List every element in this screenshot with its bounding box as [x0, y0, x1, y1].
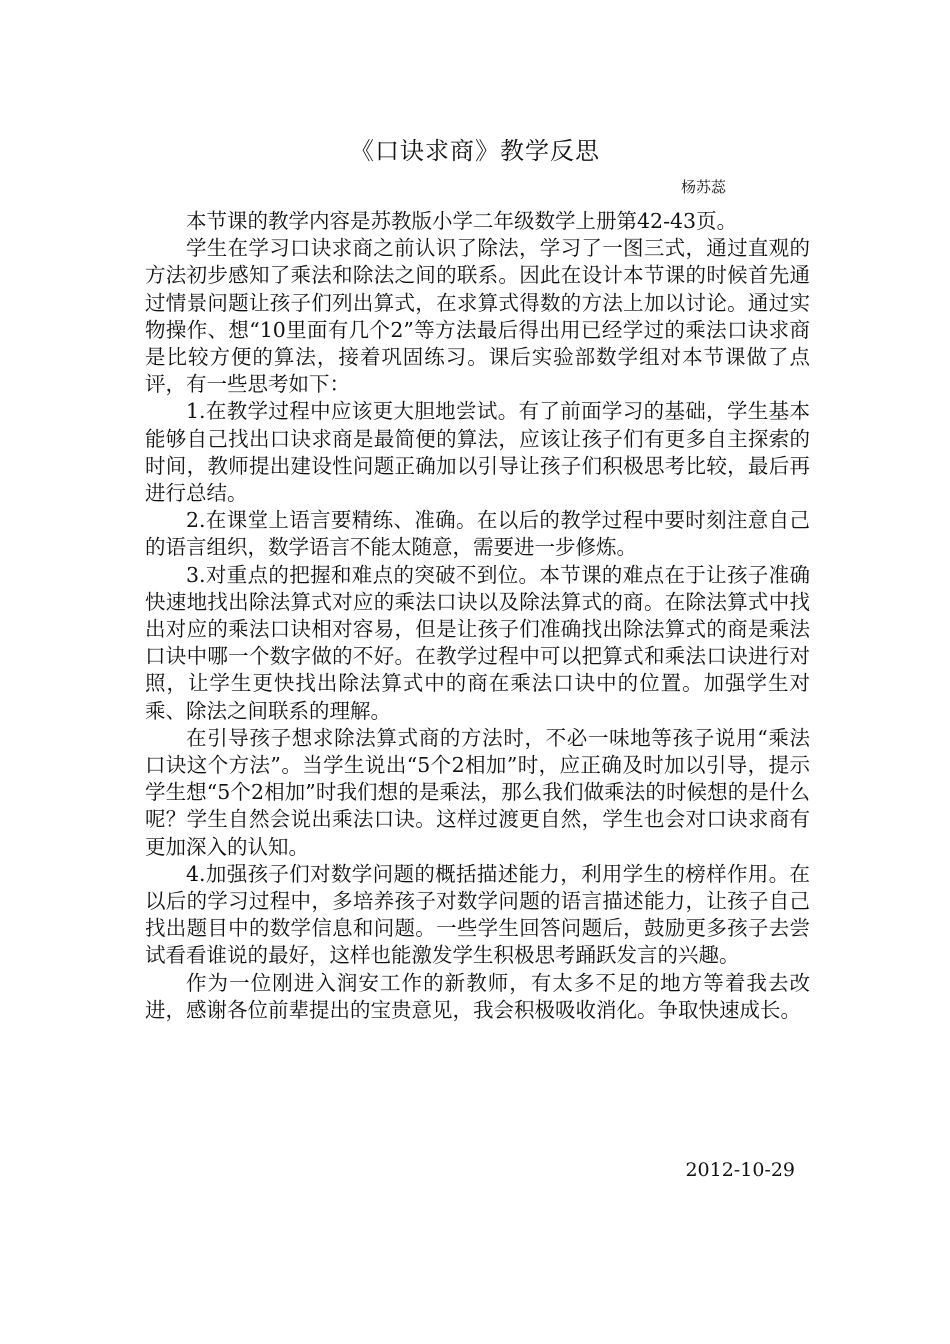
paragraph-intro: 本节课的教学内容是苏教版小学二年级数学上册第42-43页。 [186, 209, 738, 233]
paragraph-guidance: 在引导孩子想求除法算式商的方法时，不必一味地等孩子说用“乘法口诀这个方法”。当学生说出“5个2相加”时，应正确及时加以引导，提示学生想“5个2相加”时我们想的是乘法，那么我们做乘法的时候想的是什么呢？学生自然会说出乘法口诀。这样过渡更自然，学生也会对口诀求商有更加深入的认知。 [145, 725, 810, 859]
paragraph-background: 学生在学习口诀求商之前认识了除法，学习了一图三式，通过直观的方法初步感知了乘法和除法之间的联系。因此在设计本节课的时候首先通过情景问题让孩子们列出算式，在求算式得数的方法上加以讨论。通过实物操作、想“10里面有几个2”等方法最后得出用已经学过的乘法口诀求商是比较方便的算法，接着巩固练习。课后实验部数学组对本节课做了点评，有一些思考如下： [145, 236, 810, 397]
paragraph-point-3: 3.对重点的把握和难点的突破不到位。本节课的难点在于让孩子准确快速地找出除法算式对应的乘法口诀以及除法算式的商。在除法算式中找出对应的乘法口诀相对容易，但是让孩子们准确找出除法算式的商是乘法口诀中哪一个数字做的不好。在教学过程中可以把算式和乘法口诀进行对照，让学生更快找出除法算式中的商在乘法口诀中的位置。加强学生对乘、除法之间联系的理解。 [145, 562, 810, 723]
paragraph-point-1: 1.在教学过程中应该更大胆地尝试。有了前面学习的基础，学生基本能够自己找出口诀求商是最简便的算法，应该让孩子们有更多自主探索的时间，教师提出建设性问题正确加以引导让孩子们积极思考比较，最后再进行总结。 [145, 399, 810, 506]
document-body [145, 208, 810, 1024]
paragraph-point-4: 4.加强孩子们对数学问题的概括描述能力，利用学生的榜样作用。在以后的学习过程中，多培养孩子对数学问题的语言描述能力，让孩子自己找出题目中的数学信息和问题。一些学生回答问题后，鼓励更多孩子去尝试看看谁说的最好，这样也能激发学生积极思考踊跃发言的兴趣。 [145, 861, 810, 968]
document-title: 《口诀求商》教学反思 [350, 137, 600, 165]
paragraph-conclusion: 作为一位刚进入润安工作的新教师，有太多不足的地方等着我去改进，感谢各位前辈提出的宝贵意见，我会积极吸收消化。争取快速成长。 [145, 970, 810, 1022]
paragraph-point-2: 2.在课堂上语言要精练、准确。在以后的教学过程中要时刻注意自己的语言组织，数学语言不能太随意，需要进一步修炼。 [145, 508, 810, 560]
author-name: 杨苏蕊 [680, 178, 726, 196]
document-date: 2012-10-29 [685, 1159, 795, 1181]
